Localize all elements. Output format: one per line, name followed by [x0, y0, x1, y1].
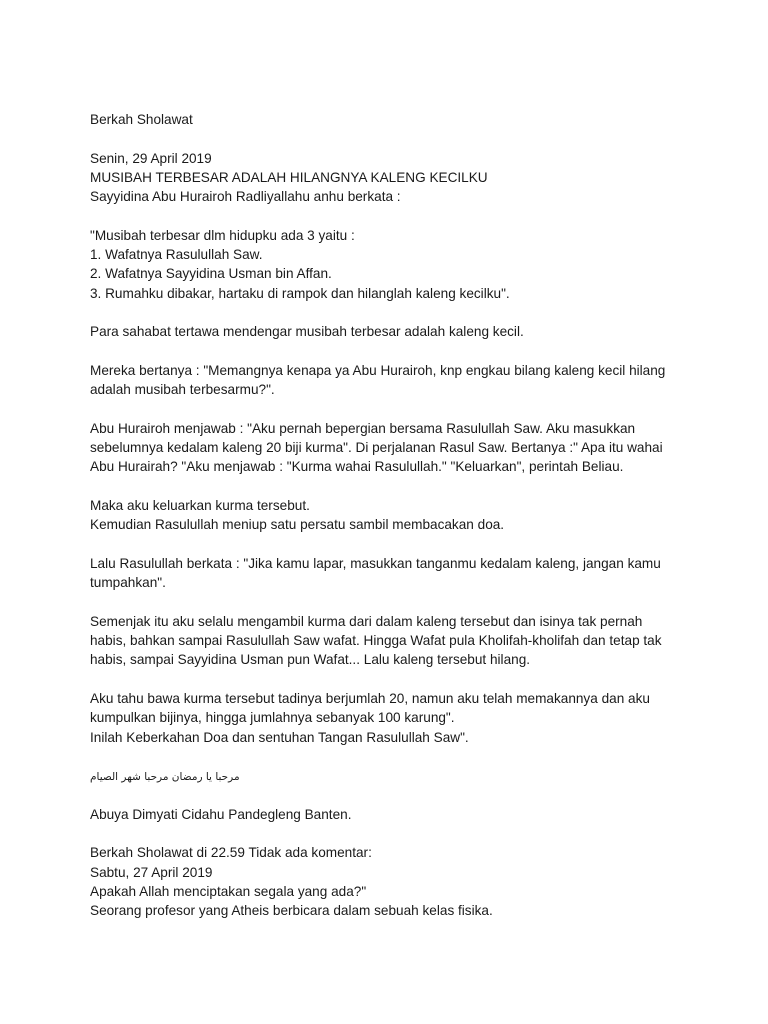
blank-line: [90, 477, 690, 496]
text-line: Abuya Dimyati Cidahu Pandegleng Banten.: [90, 806, 352, 822]
text-line: 1. Wafatnya Rasulullah Saw.: [90, 247, 263, 263]
text-line: adalah musibah terbesarmu?".: [90, 382, 275, 398]
text-line: kumpulkan bijinya, hingga jumlahnya sebanyak 100 karung".: [90, 710, 455, 726]
blank-line: [90, 785, 690, 804]
blank-line: [90, 747, 690, 766]
document-body: [90, 110, 690, 920]
blank-line: [90, 206, 690, 225]
text-line: tumpahkan".: [90, 575, 166, 591]
blank-line: [90, 592, 690, 611]
text-line: habis, sampai Sayyidina Usman pun Wafat... Lalu kaleng tersebut hilang.: [90, 652, 531, 668]
text-line: Aku tahu bawa kurma tersebut tadinya berjumlah 20, namun aku telah memakannya dan aku: [90, 690, 650, 706]
text-line: Para sahabat tertawa mendengar musibah terbesar adalah kaleng kecil.: [90, 324, 524, 340]
text-line: Kemudian Rasulullah meniup satu persatu sambil membacakan doa.: [90, 517, 505, 533]
text-line: Semenjak itu aku selalu mengambil kurma dari dalam kaleng tersebut dan isinya tak pernah: [90, 613, 643, 629]
text-line: Abu Hurairoh menjawab : "Aku pernah bepergian bersama Rasulullah Saw. Aku masukkan: [90, 420, 636, 436]
blank-line: [90, 303, 690, 322]
blank-line: [90, 399, 690, 418]
text-block-main: [90, 110, 690, 747]
text-line: Berkah Sholawat di 22.59 Tidak ada komentar:: [90, 845, 372, 861]
text-line: Maka aku keluarkan kurma tersebut.: [90, 497, 310, 513]
text-line: Apakah Allah menciptakan segala yang ada?": [90, 883, 367, 899]
text-line: MUSIBAH TERBESAR ADALAH HILANGNYA KALENG KECILKU: [90, 169, 488, 185]
text-line: Berkah Sholawat: [90, 112, 193, 127]
text-line: Abu Hurairah? "Aku menjawab : "Kurma wahai Rasulullah." "Keluarkan", perintah Beliau.: [90, 459, 624, 475]
blank-line: [90, 670, 690, 689]
text-line: Lalu Rasulullah berkata : "Jika kamu lapar, masukkan tanganmu kedalam kaleng, jangan kamu: [90, 555, 661, 571]
blank-line: [90, 342, 690, 361]
blank-line: [90, 824, 690, 843]
text-line: 3. Rumahku dibakar, hartaku di rampok dan hilanglah kaleng kecilku".: [90, 285, 510, 301]
text-line: sebelumnya kedalam kaleng 20 biji kurma". Di perjalanan Rasul Saw. Bertanya :" Apa itu wahai: [90, 440, 663, 456]
text-line: Inilah Keberkahan Doa dan sentuhan Tangan Rasulullah Saw".: [90, 729, 469, 745]
blank-line: [90, 129, 690, 148]
blank-line: [90, 535, 690, 554]
text-line: "Musibah terbesar dlm hidupku ada 3 yaitu :: [90, 227, 355, 243]
text-line: Mereka bertanya : "Memangnya kenapa ya Abu Hurairoh, knp engkau bilang kaleng kecil hilang: [90, 362, 666, 378]
text-line: Sabtu, 27 April 2019: [90, 864, 213, 880]
text-line: Sayyidina Abu Hurairoh Radliyallahu anhu berkata :: [90, 189, 401, 205]
text-line: 2. Wafatnya Sayyidina Usman bin Affan.: [90, 266, 332, 282]
text-line: Senin, 29 April 2019: [90, 150, 212, 166]
text-block-footer: [90, 785, 690, 920]
arabic-greeting-line: مرحبا يا رمضان مرحبا شهر الصيام: [90, 771, 240, 784]
text-line: habis, bahkan sampai Rasulullah Saw wafat. Hingga Wafat pula Kholifah-kholifah dan tetap tak: [90, 633, 662, 649]
text-line: Seorang profesor yang Atheis berbicara dalam sebuah kelas fisika.: [90, 903, 493, 919]
